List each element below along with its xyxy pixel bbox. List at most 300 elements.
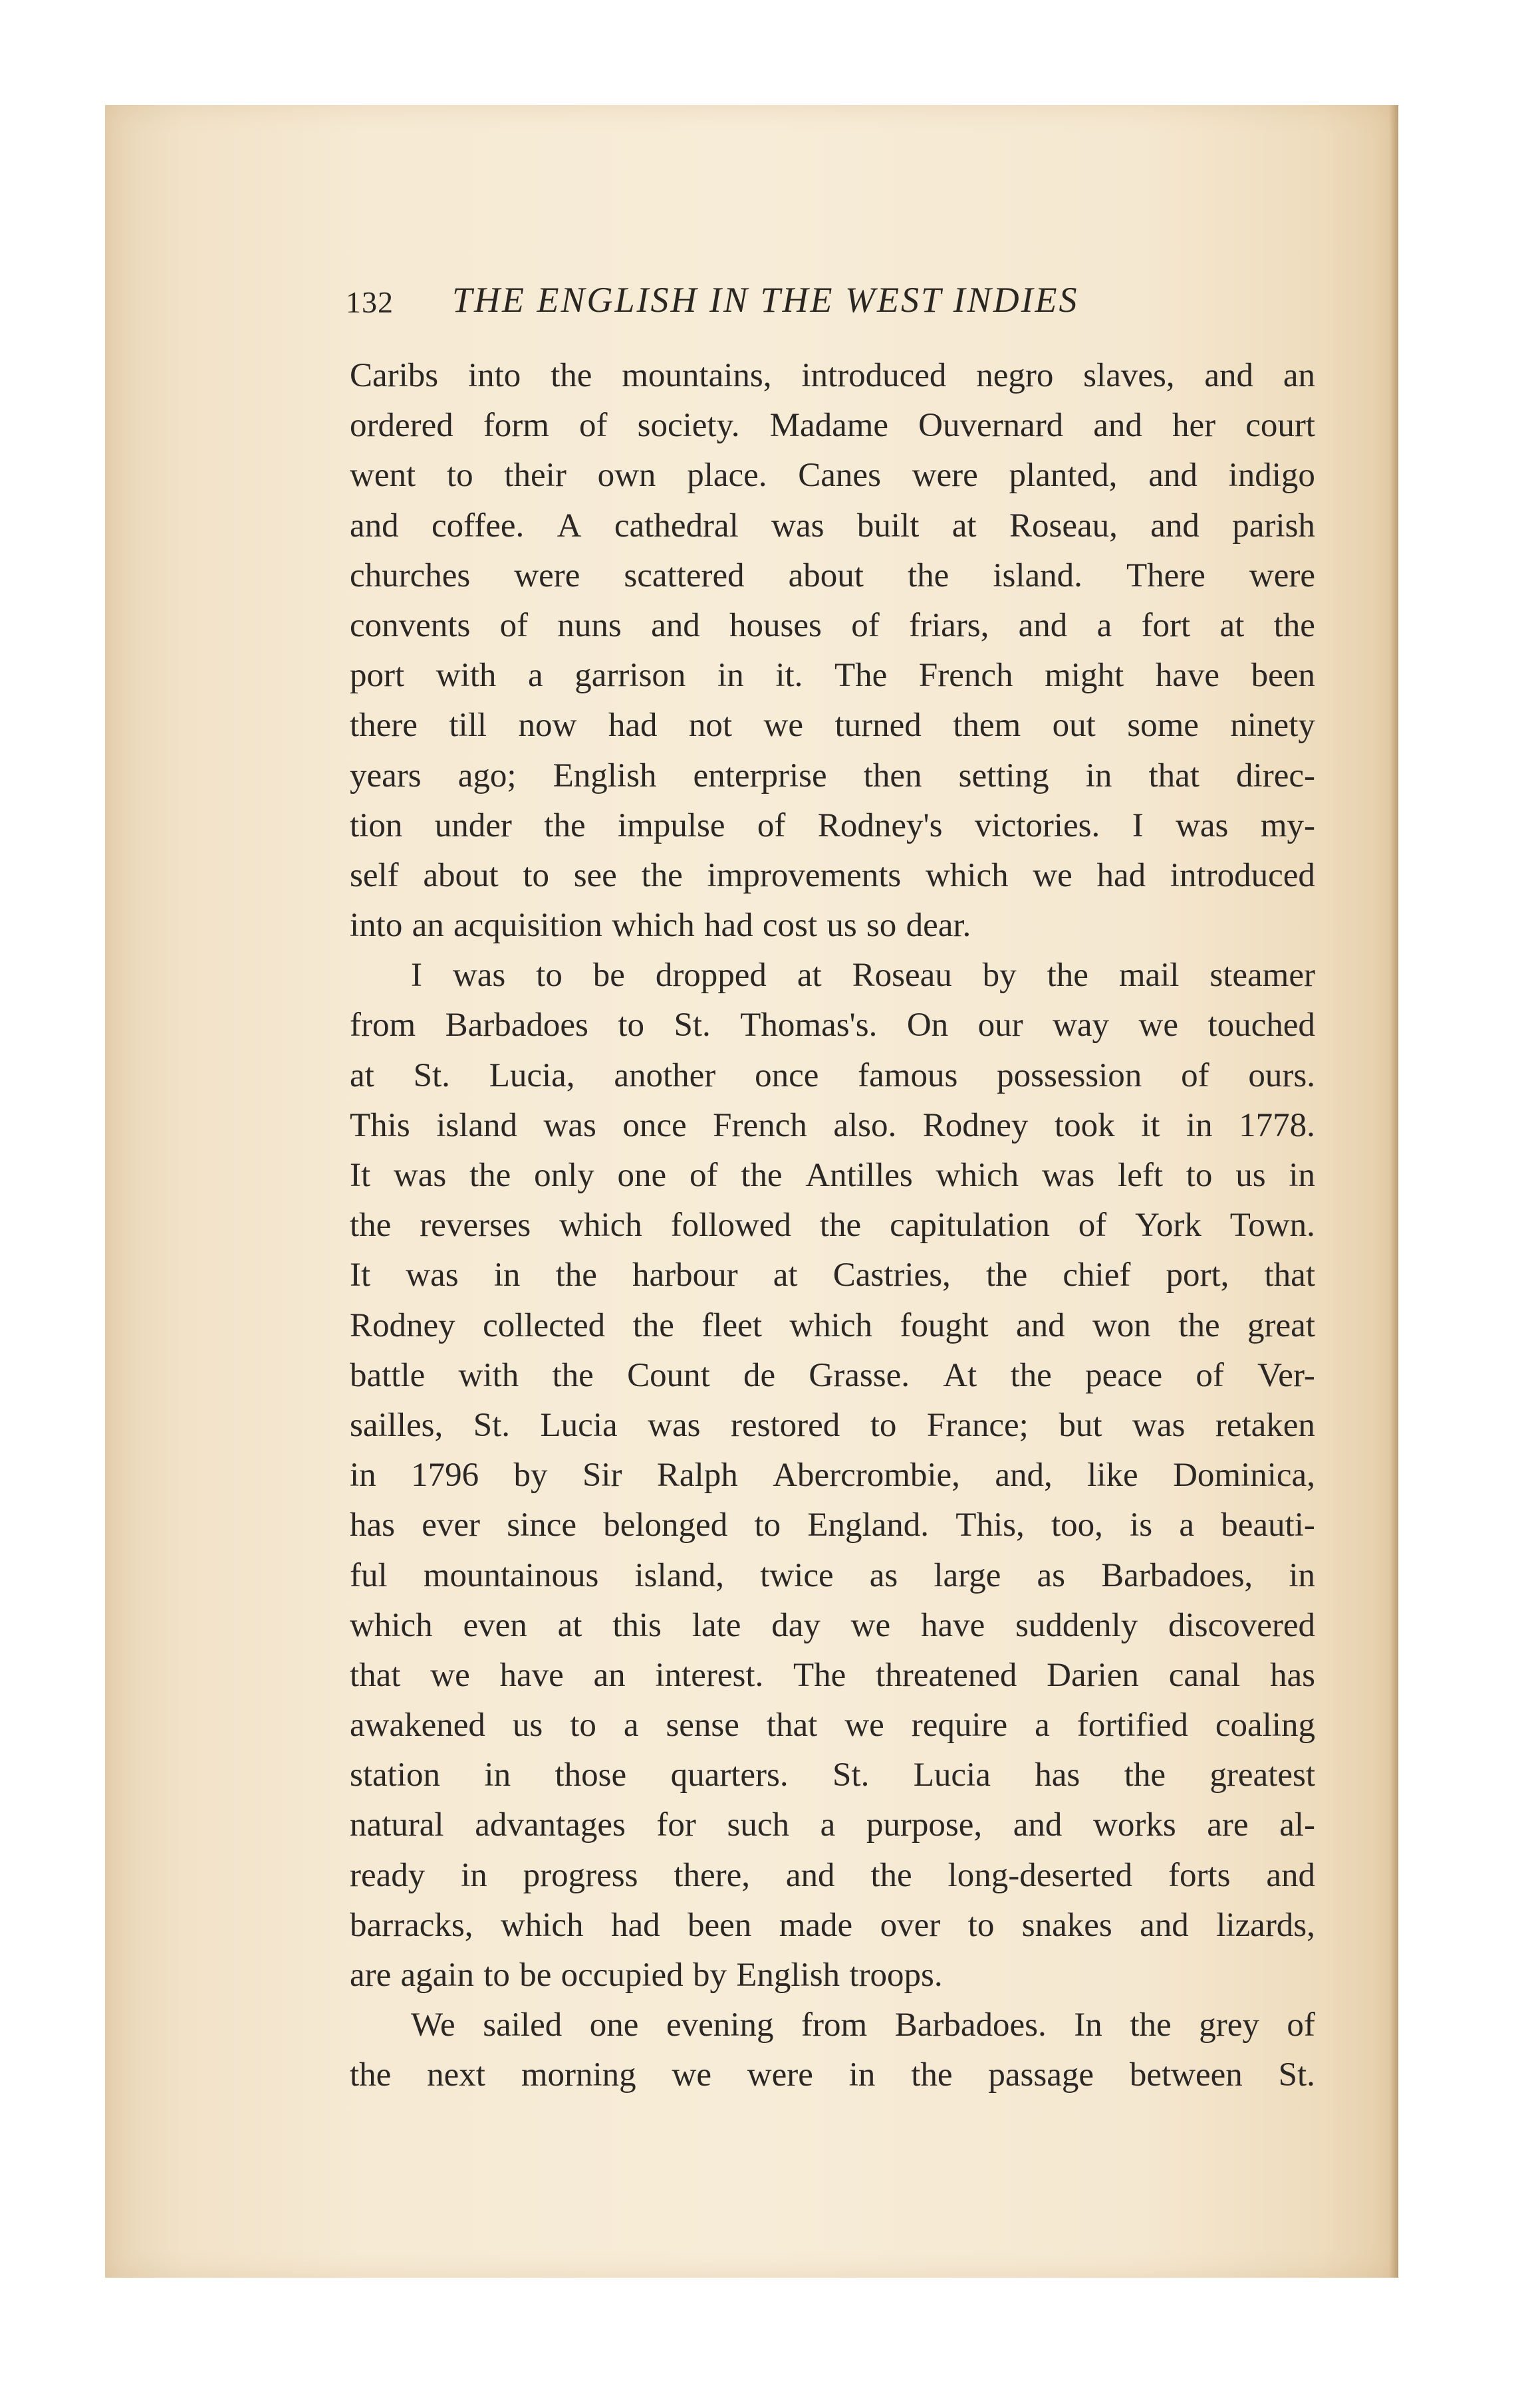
word: retaken bbox=[1215, 1406, 1315, 1444]
word: and bbox=[1204, 357, 1254, 394]
word: we bbox=[672, 2056, 711, 2094]
word: suddenly bbox=[1015, 1606, 1138, 1644]
word: a bbox=[1096, 606, 1112, 644]
word: into bbox=[350, 907, 403, 945]
word: fort bbox=[1141, 606, 1191, 644]
word: snakes bbox=[1021, 1906, 1112, 1944]
word: introduced bbox=[801, 357, 947, 394]
word: years bbox=[350, 757, 422, 794]
word: was bbox=[771, 507, 824, 544]
word: reverses bbox=[420, 1207, 531, 1245]
word: de bbox=[743, 1356, 776, 1394]
word: be bbox=[519, 1957, 552, 1994]
word: with bbox=[458, 1356, 519, 1394]
word: by bbox=[513, 1457, 548, 1495]
word: was bbox=[452, 957, 506, 995]
word: been bbox=[688, 1906, 752, 1944]
word: to bbox=[570, 1707, 596, 1745]
text-line bbox=[350, 901, 1315, 951]
word: of bbox=[689, 1157, 718, 1194]
word: great bbox=[1247, 1306, 1315, 1344]
word: too, bbox=[1051, 1506, 1103, 1544]
text-line bbox=[350, 1601, 1315, 1651]
word: her bbox=[1172, 407, 1216, 445]
word: direc- bbox=[1236, 757, 1315, 794]
word: St. bbox=[473, 1406, 511, 1444]
word: was bbox=[648, 1406, 701, 1444]
word: and bbox=[651, 606, 700, 644]
word: churches bbox=[350, 556, 471, 594]
text-line bbox=[350, 1800, 1315, 1850]
word: and bbox=[1018, 606, 1068, 644]
word: of bbox=[851, 606, 880, 644]
word: in bbox=[1085, 757, 1112, 794]
text-line bbox=[350, 951, 1315, 1001]
word: troops. bbox=[849, 1957, 943, 1994]
word: Antilles bbox=[805, 1157, 913, 1194]
word: works bbox=[1093, 1806, 1176, 1844]
word: touched bbox=[1207, 1007, 1315, 1044]
word: Roseau, bbox=[1009, 507, 1118, 544]
word: from bbox=[801, 2006, 868, 2044]
word: 1796 bbox=[411, 1457, 479, 1495]
word: which bbox=[789, 1306, 872, 1344]
text-line bbox=[350, 1301, 1315, 1351]
word: Grasse. bbox=[809, 1356, 910, 1394]
word: which bbox=[559, 1207, 642, 1245]
word: coaling bbox=[1215, 1707, 1315, 1745]
word: as bbox=[1037, 1556, 1066, 1594]
word: and bbox=[1150, 507, 1200, 544]
word: we bbox=[430, 1656, 470, 1694]
word: The bbox=[793, 1656, 846, 1694]
word: of bbox=[1078, 1207, 1107, 1245]
word: the bbox=[1010, 1356, 1052, 1394]
word: in bbox=[1289, 1556, 1315, 1594]
word: capitulation bbox=[890, 1207, 1050, 1245]
word: canal bbox=[1168, 1656, 1241, 1694]
word: harbour bbox=[632, 1257, 738, 1294]
word: Caribs bbox=[350, 357, 439, 394]
word: quarters. bbox=[670, 1756, 789, 1794]
word: grey bbox=[1199, 2006, 1259, 2044]
word: own bbox=[597, 457, 656, 495]
word: our bbox=[977, 1007, 1023, 1044]
word: dear. bbox=[906, 907, 971, 945]
word: in bbox=[461, 1856, 487, 1894]
word: had bbox=[610, 1906, 660, 1944]
word: ordered bbox=[350, 407, 453, 445]
word: ago; bbox=[457, 757, 517, 794]
word: Count bbox=[627, 1356, 710, 1394]
word: mountainous bbox=[423, 1556, 599, 1594]
word: progress bbox=[523, 1856, 638, 1894]
word: us bbox=[512, 1707, 543, 1745]
word: into bbox=[467, 357, 521, 394]
word: followed bbox=[670, 1207, 791, 1245]
word: the bbox=[1130, 2006, 1172, 2044]
word: in bbox=[350, 1457, 376, 1495]
word: dropped bbox=[655, 957, 767, 995]
word: then bbox=[863, 757, 922, 794]
word: the bbox=[350, 1207, 392, 1245]
word: fleet bbox=[701, 1306, 762, 1344]
word: St. bbox=[413, 1056, 450, 1094]
word: forts bbox=[1168, 1856, 1231, 1894]
word: sense bbox=[666, 1707, 739, 1745]
text-line bbox=[350, 1401, 1315, 1451]
word: between bbox=[1129, 2056, 1243, 2094]
word: and bbox=[350, 507, 399, 544]
word: ready bbox=[350, 1856, 426, 1894]
word: morning bbox=[521, 2056, 636, 2094]
word: at bbox=[557, 1606, 582, 1644]
word: left bbox=[1118, 1157, 1163, 1194]
text-line bbox=[350, 1101, 1315, 1151]
word: On bbox=[906, 1007, 949, 1044]
word: the bbox=[1273, 606, 1315, 644]
word: was bbox=[1132, 1406, 1186, 1444]
word: victories. bbox=[974, 806, 1100, 844]
word: the bbox=[819, 1207, 862, 1245]
word: we bbox=[850, 1606, 891, 1644]
word: to bbox=[446, 457, 473, 495]
word: see bbox=[573, 856, 617, 894]
page-number: 132 bbox=[346, 285, 394, 319]
word: possession bbox=[997, 1056, 1142, 1094]
word: lizards, bbox=[1216, 1906, 1315, 1944]
word: battle bbox=[350, 1356, 426, 1394]
word: way bbox=[1053, 1007, 1110, 1044]
text-line bbox=[350, 1901, 1315, 1951]
word: ful bbox=[350, 1556, 388, 1594]
word: the bbox=[1178, 1306, 1220, 1344]
word: York bbox=[1135, 1207, 1202, 1245]
word: cathedral bbox=[614, 507, 739, 544]
word: built bbox=[856, 507, 920, 544]
word: mountains, bbox=[622, 357, 772, 394]
word: to bbox=[754, 1506, 781, 1544]
word: a bbox=[623, 1707, 639, 1745]
word: Lucia bbox=[540, 1406, 618, 1444]
word: nuns bbox=[557, 606, 622, 644]
word: the bbox=[641, 856, 683, 894]
word: about bbox=[423, 856, 499, 894]
word: tion bbox=[350, 806, 403, 844]
word: now bbox=[518, 707, 577, 745]
word: had bbox=[1096, 856, 1146, 894]
word: ours. bbox=[1248, 1056, 1315, 1094]
word: in bbox=[484, 1756, 511, 1794]
word: cost bbox=[762, 907, 818, 945]
word: introduced bbox=[1170, 856, 1315, 894]
word: mail bbox=[1118, 957, 1180, 995]
word: and bbox=[1093, 407, 1142, 445]
word: the bbox=[870, 1856, 912, 1894]
word: the bbox=[469, 1157, 511, 1194]
word: a bbox=[820, 1806, 836, 1844]
text-line bbox=[350, 1551, 1315, 1601]
word: form bbox=[483, 407, 549, 445]
text-line bbox=[350, 401, 1315, 451]
text-line bbox=[350, 1001, 1315, 1050]
word: society. bbox=[637, 407, 740, 445]
word: have bbox=[499, 1656, 564, 1694]
word: scattered bbox=[624, 556, 745, 594]
word: which bbox=[612, 907, 695, 945]
text-line bbox=[350, 601, 1315, 651]
text-line bbox=[350, 1750, 1315, 1800]
word: St. bbox=[1278, 2056, 1315, 2094]
text-line bbox=[350, 2050, 1315, 2100]
word: till bbox=[449, 707, 487, 745]
word: by bbox=[692, 1957, 727, 1994]
page-header bbox=[346, 279, 1317, 326]
word: Barbadoes. bbox=[894, 2006, 1047, 2044]
word: was bbox=[1041, 1157, 1095, 1194]
word: coffee. bbox=[432, 507, 525, 544]
word: 1778. bbox=[1239, 1106, 1315, 1144]
word: even bbox=[463, 1606, 527, 1644]
word: long-deserted bbox=[948, 1856, 1133, 1894]
text-line bbox=[350, 2000, 1315, 2050]
word: and bbox=[1015, 1306, 1065, 1344]
word: at bbox=[350, 1056, 374, 1094]
word: an bbox=[412, 907, 444, 945]
word: once bbox=[622, 1106, 687, 1144]
word: in bbox=[493, 1257, 521, 1294]
word: from bbox=[350, 1007, 416, 1044]
word: twice bbox=[760, 1556, 834, 1594]
word: at bbox=[951, 507, 977, 544]
word: is bbox=[1130, 1506, 1153, 1544]
text-line bbox=[350, 451, 1315, 501]
word: I bbox=[1132, 806, 1144, 844]
word: a bbox=[1179, 1506, 1195, 1544]
word: island, bbox=[634, 1556, 725, 1594]
word: steamer bbox=[1209, 957, 1315, 995]
word: as bbox=[869, 1556, 898, 1594]
word: that bbox=[1264, 1257, 1315, 1294]
word: late bbox=[692, 1606, 741, 1644]
word: at bbox=[773, 1257, 798, 1294]
word: to bbox=[967, 1906, 995, 1944]
word: was bbox=[1176, 806, 1229, 844]
word: this bbox=[612, 1606, 662, 1644]
word: occupied bbox=[561, 1957, 684, 1994]
word: friars, bbox=[908, 606, 989, 644]
word: Barbadoes, bbox=[1101, 1556, 1253, 1594]
word: court bbox=[1245, 407, 1315, 445]
word: we bbox=[844, 1707, 884, 1745]
word: peace bbox=[1085, 1356, 1163, 1394]
word: to bbox=[870, 1406, 897, 1444]
word: It bbox=[350, 1157, 371, 1194]
word: to bbox=[1186, 1157, 1213, 1194]
word: England. bbox=[807, 1506, 930, 1544]
word: Rodney bbox=[922, 1106, 1029, 1144]
word: since bbox=[507, 1506, 577, 1544]
word: station bbox=[350, 1756, 440, 1794]
word: were bbox=[912, 457, 978, 495]
word: took bbox=[1054, 1106, 1115, 1144]
word: in bbox=[717, 657, 744, 695]
word: had bbox=[608, 707, 658, 745]
word: Canes bbox=[798, 457, 881, 495]
word: This bbox=[350, 1106, 410, 1144]
word: In bbox=[1074, 2006, 1102, 2044]
text-line bbox=[350, 501, 1315, 551]
word: not bbox=[688, 707, 733, 745]
word: and bbox=[1148, 457, 1198, 495]
word: require bbox=[911, 1707, 1008, 1745]
word: at bbox=[1219, 606, 1245, 644]
word: in bbox=[1186, 1106, 1213, 1144]
word: collected bbox=[483, 1306, 606, 1344]
word: It bbox=[350, 1257, 371, 1294]
word: I bbox=[411, 957, 422, 995]
word: next bbox=[427, 2056, 485, 2094]
text-line bbox=[350, 1451, 1315, 1501]
word: under bbox=[434, 806, 512, 844]
word: Sir bbox=[582, 1457, 622, 1495]
word: one bbox=[617, 1157, 667, 1194]
word: were bbox=[1249, 556, 1315, 594]
word: passage bbox=[988, 2056, 1094, 2094]
word: English bbox=[553, 757, 657, 794]
text-line bbox=[350, 701, 1315, 751]
word: has bbox=[1035, 1756, 1080, 1794]
word: once bbox=[755, 1056, 819, 1094]
word: setting bbox=[958, 757, 1049, 794]
word: enterprise bbox=[693, 757, 827, 794]
running-head: THE ENGLISH IN THE WEST INDIES bbox=[452, 280, 1079, 320]
word: to bbox=[483, 1957, 510, 1994]
word: in bbox=[848, 2056, 876, 2094]
text-line bbox=[350, 801, 1315, 851]
word: and bbox=[1266, 1856, 1315, 1894]
word: barracks, bbox=[350, 1906, 473, 1944]
word: fortified bbox=[1076, 1707, 1188, 1745]
word: We bbox=[411, 2006, 455, 2044]
word: slaves, bbox=[1083, 357, 1175, 394]
word: indigo bbox=[1228, 457, 1315, 495]
word: parish bbox=[1232, 507, 1315, 544]
word: sailles, bbox=[350, 1406, 443, 1444]
word: by bbox=[982, 957, 1017, 995]
text-line bbox=[350, 1251, 1315, 1300]
word: were bbox=[747, 2056, 813, 2094]
text-line bbox=[350, 1701, 1315, 1750]
word: we bbox=[1138, 1007, 1178, 1044]
word: the bbox=[555, 1257, 597, 1294]
word: Town. bbox=[1229, 1207, 1315, 1245]
word: Ralph bbox=[656, 1457, 738, 1495]
word: in bbox=[1289, 1157, 1315, 1194]
word: day bbox=[771, 1606, 821, 1644]
text-line bbox=[350, 1651, 1315, 1701]
word: garrison bbox=[574, 657, 686, 695]
word: another bbox=[614, 1056, 716, 1094]
text-line bbox=[350, 1051, 1315, 1101]
word: to bbox=[523, 856, 549, 894]
word: Dominica, bbox=[1173, 1457, 1315, 1495]
word: have bbox=[1155, 657, 1220, 695]
text-line bbox=[350, 651, 1315, 701]
word: an bbox=[593, 1656, 626, 1694]
word: has bbox=[350, 1506, 395, 1544]
word: a bbox=[1035, 1707, 1050, 1745]
word: of bbox=[1181, 1056, 1209, 1094]
text-line bbox=[350, 1851, 1315, 1901]
word: St. bbox=[674, 1007, 711, 1044]
word: there, bbox=[674, 1856, 751, 1894]
word: French bbox=[918, 657, 1013, 695]
word: port, bbox=[1166, 1257, 1229, 1294]
word: for bbox=[656, 1806, 696, 1844]
word: acquisition bbox=[453, 907, 602, 945]
word: natural bbox=[350, 1806, 444, 1844]
word: Madame bbox=[769, 407, 889, 445]
word: Roseau bbox=[852, 957, 952, 995]
word: to bbox=[618, 1007, 645, 1044]
word: France; bbox=[926, 1406, 1029, 1444]
word: one bbox=[589, 2006, 639, 2044]
word: the bbox=[551, 357, 592, 394]
text-line bbox=[350, 1151, 1315, 1201]
word: improvements bbox=[707, 856, 902, 894]
word: the bbox=[911, 2056, 953, 2094]
word: of bbox=[1196, 1356, 1224, 1394]
word: which bbox=[925, 856, 1009, 894]
word: won bbox=[1092, 1306, 1151, 1344]
word: a bbox=[528, 657, 543, 695]
word: ninety bbox=[1230, 707, 1315, 745]
word: greatest bbox=[1209, 1756, 1315, 1794]
word: This, bbox=[955, 1506, 1025, 1544]
word: beauti- bbox=[1221, 1506, 1315, 1544]
word: the bbox=[1124, 1756, 1166, 1794]
word: A bbox=[557, 507, 582, 544]
word: place. bbox=[687, 457, 767, 495]
word: that bbox=[766, 1707, 818, 1745]
word: chief bbox=[1063, 1257, 1131, 1294]
word: the bbox=[350, 2056, 392, 2094]
word: planted, bbox=[1009, 457, 1118, 495]
word: Rodney bbox=[350, 1306, 455, 1344]
word: impulse bbox=[618, 806, 725, 844]
word: houses bbox=[729, 606, 822, 644]
word: Darien bbox=[1047, 1656, 1139, 1694]
word: again bbox=[400, 1957, 474, 1994]
word: some bbox=[1127, 707, 1199, 745]
text-line bbox=[350, 751, 1315, 801]
word: are bbox=[350, 1957, 392, 1994]
word: over bbox=[880, 1906, 941, 1944]
word: at bbox=[797, 957, 822, 995]
text-line bbox=[350, 551, 1315, 601]
word: of bbox=[757, 806, 786, 844]
word: and bbox=[1140, 1906, 1189, 1944]
word: Abercrombie, bbox=[773, 1457, 960, 1495]
word: like bbox=[1087, 1457, 1138, 1495]
word: Lucia, bbox=[489, 1056, 575, 1094]
word: that bbox=[1148, 757, 1200, 794]
word: al- bbox=[1279, 1806, 1315, 1844]
text-line bbox=[350, 1201, 1315, 1251]
word: which bbox=[350, 1606, 433, 1644]
word: Castries, bbox=[832, 1257, 951, 1294]
